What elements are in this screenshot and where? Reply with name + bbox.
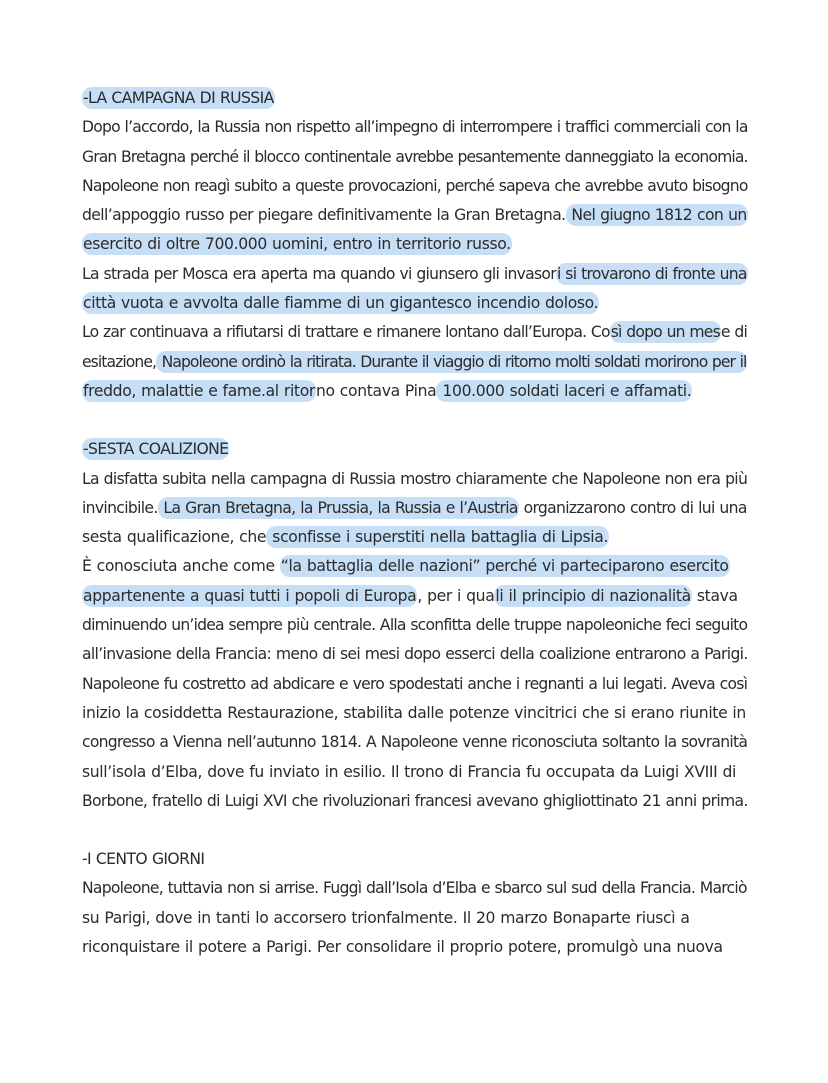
text-segment: sesta qualificazione, che	[82, 528, 267, 547]
text-line	[82, 874, 752, 903]
highlighted-text: sconfisse i superstiti nella battaglia di Lipsia.	[267, 528, 609, 547]
text-line	[82, 377, 752, 406]
text-line	[82, 758, 752, 787]
highlighted-text: 100.000 soldati laceri e affamati.	[437, 381, 692, 400]
text-segment: all’invasione della Francia: meno di sei mesi dopo esserci della coalizione entrarono a Parigi.	[82, 645, 748, 664]
text-line	[82, 465, 752, 494]
text-line	[82, 611, 752, 640]
text-line	[82, 787, 752, 816]
text-segment: Borbone, fratello di Luigi XVI che rivoluzionari francesi avevano ghigliottinato 21 anni prima.	[82, 791, 748, 810]
text-line	[82, 523, 752, 552]
text-line	[82, 640, 752, 669]
highlighted-text: città vuota e avvolta dalle fiamme di un gigantesco incendio doloso.	[83, 294, 599, 313]
text-segment: riconquistare il potere a Parigi. Per consolidare il proprio potere, promulgò una nuova	[82, 938, 723, 957]
text-line	[82, 552, 752, 581]
text-segment: congresso a Vienna nell’autunno 1814. A Napoleone venne riconosciuta soltanto la sovranità	[82, 733, 748, 752]
highlighted-text: sì dopo un mes	[610, 323, 720, 342]
text-line	[82, 113, 752, 142]
section-heading	[82, 845, 752, 874]
highlighted-text: appartenente a quasi tutti i popoli di Europa	[83, 586, 417, 605]
text-line	[82, 728, 752, 757]
text-segment: Napoleone non reagì subito a queste provocazioni, perché sapeva che avrebbe avuto bisogno	[82, 176, 748, 195]
highlighted-text: “la battaglia delle nazioni” perché vi parteciparono esercito	[280, 557, 729, 576]
text-line	[82, 582, 752, 611]
heading-highlight: -SESTA COALIZIONE	[83, 440, 229, 459]
text-line	[82, 143, 752, 172]
heading-text: -I CENTO GIORNI	[82, 850, 205, 869]
section-sesta-coalizione	[82, 435, 752, 816]
highlighted-text: li il principio di nazionalità	[495, 586, 691, 605]
text-segment: organizzarono contro di lui una	[518, 498, 747, 517]
text-line	[82, 260, 752, 289]
text-segment: esitazione,	[82, 352, 157, 371]
text-segment: , per i qua	[417, 586, 495, 605]
highlighted-text: Nel giugno 1812 con un	[566, 206, 747, 225]
section-heading	[82, 435, 752, 464]
text-line	[82, 933, 752, 962]
text-line	[82, 289, 752, 318]
text-segment: inizio la cosiddetta Restaurazione, stabilita dalle potenze vincitrici che si erano riunite in	[82, 703, 746, 722]
text-segment: È conosciuta anche come	[82, 557, 280, 576]
text-segment: stava	[691, 586, 738, 605]
text-segment: La strada per Mosca era aperta ma quando vi giunsero gli invasor	[82, 264, 556, 283]
heading-highlight: -LA CAMPAGNA DI RUSSIA	[83, 89, 274, 107]
section-campagna-di-russia	[82, 84, 752, 406]
notes-page	[82, 84, 752, 962]
highlighted-text: i si trovarono di fronte una	[556, 264, 747, 283]
text-segment: Gran Bretagna perché il blocco continentale avrebbe pesantemente danneggiato la economia.	[82, 147, 748, 166]
text-line	[82, 348, 752, 377]
text-segment: Napoleone fu costretto ad abdicare e vero spodestati anche i regnanti a lui legati. Aveva così	[82, 674, 748, 693]
highlighted-text: esercito di oltre 700.000 uomini, entro in territorio russo.	[83, 235, 511, 254]
text-segment: su Parigi, dove in tanti lo accorsero trionfalmente. Il 20 marzo Bonaparte riuscì a	[82, 908, 690, 927]
highlighted-text: La Gran Bretagna, la Prussia, la Russia e l’Austria	[158, 498, 518, 517]
text-segment: invincibile.	[82, 498, 158, 517]
text-segment: e di	[720, 323, 747, 342]
section-heading	[82, 84, 752, 113]
text-line	[82, 201, 752, 230]
text-segment: sull’isola d’Elba, dove fu inviato in esilio. Il trono di Francia fu occupata da Luigi XVIII di	[82, 762, 737, 781]
text-line	[82, 699, 752, 728]
text-line	[82, 904, 752, 933]
text-line	[82, 318, 752, 347]
highlighted-text: Napoleone ordinò la ritirata. Durante il viaggio di ritorno molti soldati morirono per il	[157, 352, 747, 371]
text-segment: dell’appoggio russo per piegare definitivamente la Gran Bretagna.	[82, 206, 566, 225]
text-segment: Lo zar continuava a rifiutarsi di trattare e rimanere lontano dall’Europa. Co	[82, 323, 610, 342]
text-line	[82, 230, 752, 259]
text-line	[82, 494, 752, 523]
text-segment: Dopo l’accordo, la Russia non rispetto all’impegno di interrompere i traffici commerciali con la	[82, 118, 748, 137]
section-cento-giorni	[82, 845, 752, 962]
text-segment: no contava Pina	[315, 381, 437, 400]
text-segment: Napoleone, tuttavia non si arrise. Fuggì dall’Isola d’Elba e sbarco sul sud della Francia. Marciò	[82, 879, 747, 898]
text-segment: diminuendo un’idea sempre più centrale. Alla sconfitta delle truppe napoleoniche feci seguito	[82, 616, 748, 635]
text-segment: La disfatta subita nella campagna di Russia mostro chiaramente che Napoleone non era più	[82, 469, 748, 488]
highlighted-text: freddo, malattie e fame.al ritor	[83, 381, 315, 400]
text-line	[82, 670, 752, 699]
text-line	[82, 172, 752, 201]
